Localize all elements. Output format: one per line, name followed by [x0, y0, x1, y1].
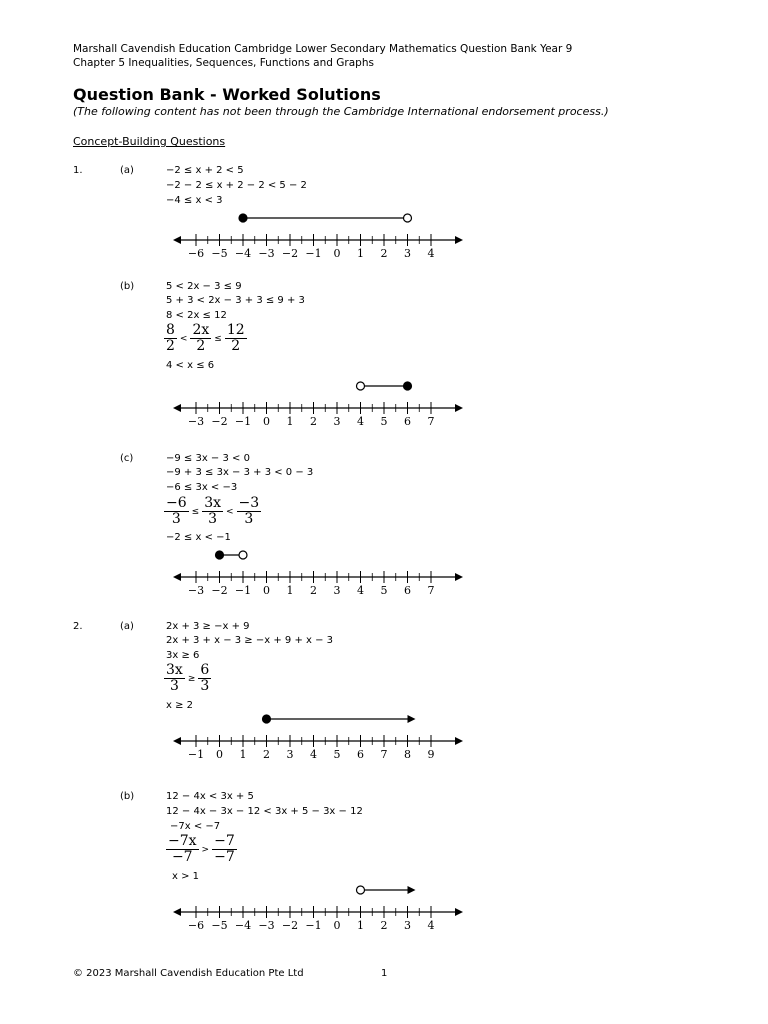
denominator: 3: [244, 511, 254, 527]
question-number-1: 1.: [73, 165, 83, 176]
tick-label: 5: [333, 748, 341, 761]
tick-label: 1: [357, 247, 364, 260]
step-line: 8 < 2x ≤ 12: [166, 310, 227, 321]
tick-label: −1: [234, 584, 252, 597]
step-line: −9 ≤ 3x − 3 < 0: [166, 453, 250, 464]
tick-label: −3: [258, 247, 275, 260]
operator: >: [201, 844, 210, 855]
tick-label: −3: [187, 415, 205, 428]
numerator: 2x: [192, 322, 210, 338]
tick-label: 3: [404, 247, 411, 260]
denominator: 3: [208, 511, 218, 527]
axis-arrow-left: [173, 737, 181, 745]
fraction-step-1c: [164, 496, 261, 527]
tick-label: 6: [404, 415, 411, 428]
tick-label: 2: [263, 748, 270, 761]
tick-label: −3: [258, 919, 275, 932]
open-dot: [404, 214, 412, 222]
tick-label: 8: [404, 748, 411, 761]
result-line: x > 1: [172, 871, 200, 882]
axis-arrow-left: [173, 404, 181, 412]
tick-label: 4: [427, 247, 435, 260]
operator: <: [179, 333, 188, 344]
number-line-2b: [170, 877, 470, 937]
tick-label: 5: [380, 415, 388, 428]
solution-arrow: [408, 886, 416, 894]
tick-label: −2: [211, 584, 228, 597]
tick-label: −4: [234, 919, 252, 932]
fraction-step-1b: [164, 323, 247, 354]
denominator: 2: [231, 338, 241, 354]
axis-arrow-right: [455, 908, 463, 916]
step-line: −6 ≤ 3x < −3: [166, 482, 238, 493]
step-line: 12 − 4x < 3x + 5: [166, 791, 254, 802]
tick-label: −1: [187, 748, 205, 761]
doc-header-line2: Chapter 5 Inequalities, Sequences, Functions and Graphs: [73, 57, 374, 69]
tick-label: 0: [333, 247, 341, 260]
tick-label: 4: [427, 919, 435, 932]
section-heading: Concept-Building Questions: [73, 135, 226, 148]
tick-label: 7: [427, 415, 435, 428]
tick-label: 2: [310, 415, 317, 428]
axis-arrow-left: [173, 236, 181, 244]
number-line-1a: [170, 205, 470, 265]
denominator: −7: [214, 849, 235, 865]
tick-label: 2: [380, 247, 388, 260]
tick-label: 1: [286, 584, 294, 597]
part-label-2b: (b): [120, 791, 135, 802]
tick-label: 9: [427, 748, 435, 761]
tick-label: 2: [380, 919, 388, 932]
step-line: 12 − 4x − 3x − 12 < 3x + 5 − 3x − 12: [166, 806, 363, 817]
axis-arrow-right: [455, 573, 463, 581]
numerator: 3x: [166, 662, 183, 678]
denominator: 3: [200, 678, 210, 694]
tick-label: 6: [404, 584, 411, 597]
tick-label: 1: [239, 748, 247, 761]
question-number-2: 2.: [73, 621, 83, 632]
denominator: −7: [171, 849, 193, 865]
tick-label: −5: [211, 919, 228, 932]
tick-label: 1: [286, 415, 294, 428]
operator: ≤: [191, 506, 200, 517]
tick-label: −1: [305, 247, 322, 260]
number-line-1c: [170, 542, 470, 602]
tick-label: 4: [310, 748, 317, 761]
axis-arrow-right: [455, 404, 463, 412]
step-line: 2x + 3 ≥ −x + 9: [166, 621, 250, 632]
result-line: x ≥ 2: [166, 700, 194, 711]
denominator: 2: [166, 338, 175, 354]
tick-label: 4: [357, 584, 364, 597]
denominator: 3: [169, 678, 179, 694]
closed-dot: [239, 214, 247, 222]
doc-header-line1: Marshall Cavendish Education Cambridge Lower Secondary Mathematics Question Bank Year 9: [73, 43, 573, 55]
tick-label: 3: [333, 415, 341, 428]
step-line: 5 < 2x − 3 ≤ 9: [166, 281, 242, 292]
step-line: −2 ≤ x + 2 < 5: [166, 165, 244, 176]
part-label-1a: (a): [120, 165, 134, 176]
numerator: −7x: [168, 833, 197, 849]
tick-label: −4: [234, 247, 252, 260]
closed-dot: [216, 551, 224, 559]
tick-label: 2: [310, 584, 317, 597]
axis-arrow-left: [173, 573, 181, 581]
tick-label: 3: [333, 584, 341, 597]
numerator: 6: [200, 662, 210, 678]
number-line-2a: [170, 706, 470, 766]
open-dot: [357, 886, 365, 894]
solution-arrow: [408, 715, 416, 723]
result-line: 4 < x ≤ 6: [166, 360, 215, 371]
tick-label: −1: [234, 415, 252, 428]
closed-dot: [404, 382, 412, 390]
tick-label: −1: [305, 919, 322, 932]
number-line-1b: [170, 373, 470, 433]
tick-label: 0: [263, 584, 270, 597]
step-line: 3x ≥ 6: [166, 650, 200, 661]
part-label-2a: (a): [120, 621, 134, 632]
step-line: −4 ≤ x < 3: [166, 195, 223, 206]
tick-label: 7: [380, 748, 388, 761]
tick-label: 0: [333, 919, 341, 932]
denominator: 3: [171, 511, 181, 527]
tick-label: 3: [286, 748, 294, 761]
tick-label: 3: [404, 919, 411, 932]
footer-copyright: © 2023 Marshall Cavendish Education Pte Ltd: [73, 968, 304, 979]
tick-label: 1: [357, 919, 364, 932]
denominator: 2: [196, 338, 206, 354]
step-line: 2x + 3 + x − 3 ≥ −x + 9 + x − 3: [166, 635, 334, 646]
step-line: −2 − 2 ≤ x + 2 − 2 < 5 − 2: [166, 180, 307, 191]
open-dot: [239, 551, 247, 559]
result-line: −2 ≤ x < −1: [166, 532, 231, 543]
axis-arrow-left: [173, 908, 181, 916]
numerator: 3x: [204, 495, 221, 511]
step-line: −7x < −7: [170, 821, 221, 832]
tick-label: 6: [357, 748, 364, 761]
closed-dot: [263, 715, 271, 723]
tick-label: 5: [380, 584, 388, 597]
part-label-1c: (c): [120, 453, 134, 464]
tick-label: −5: [211, 247, 228, 260]
part-label-1b: (b): [120, 281, 135, 292]
tick-label: −2: [281, 247, 299, 260]
tick-label: 4: [357, 415, 364, 428]
numerator: 8: [166, 322, 175, 338]
page-title: Question Bank - Worked Solutions: [73, 85, 381, 104]
step-line: −9 + 3 ≤ 3x − 3 + 3 < 0 − 3: [166, 467, 314, 478]
tick-label: 0: [263, 415, 270, 428]
step-line: 5 + 3 < 2x − 3 + 3 ≤ 9 + 3: [166, 295, 305, 306]
numerator: −7: [214, 833, 235, 849]
tick-label: −6: [187, 247, 205, 260]
operator: ≤: [214, 333, 222, 344]
numerator: 12: [226, 322, 245, 338]
fraction-step-2a: [164, 663, 211, 694]
tick-label: −2: [281, 919, 299, 932]
page-number: 1: [381, 968, 388, 979]
operator: <: [226, 506, 234, 517]
tick-label: 0: [216, 748, 223, 761]
fraction-step-2b: [166, 834, 237, 865]
open-dot: [357, 382, 365, 390]
tick-label: 7: [427, 584, 435, 597]
axis-arrow-right: [455, 737, 463, 745]
tick-label: −2: [211, 415, 228, 428]
tick-label: −3: [187, 584, 205, 597]
tick-label: −6: [187, 919, 205, 932]
operator: ≥: [187, 673, 196, 684]
numerator: −6: [166, 495, 187, 511]
axis-arrow-right: [455, 236, 463, 244]
numerator: −3: [238, 495, 260, 511]
page-subtitle: (The following content has not been through the Cambridge International endorsement process.): [73, 105, 609, 118]
